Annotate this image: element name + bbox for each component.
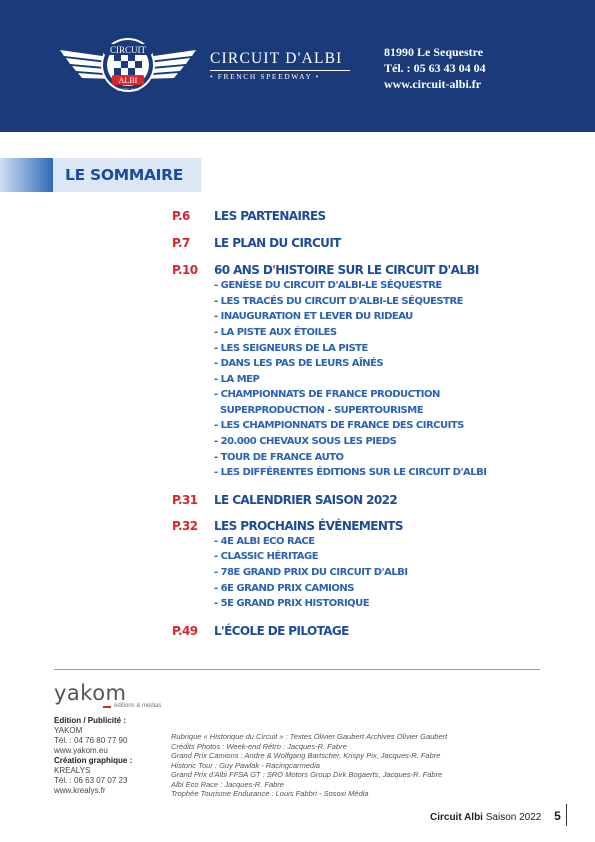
toc-title[interactable]: LE CALENDRIER SAISON 2022 [214, 493, 398, 507]
brand-name: CIRCUIT D'ALBI [210, 50, 343, 67]
yakom-tagline: éditions & médias [114, 703, 162, 709]
yakom-accent [103, 706, 111, 708]
circuit-albi-logo [58, 38, 198, 94]
section-accent [0, 158, 53, 192]
yakom-wordmark: yakom [54, 681, 127, 705]
toc-subitem[interactable]: - 20.000 CHEVAUX SOUS LES PIEDS [214, 436, 397, 447]
yakom-logo [54, 681, 162, 709]
toc-subitem[interactable]: - LES DIFFÉRENTES ÉDITIONS SUR LE CIRCUIT D'ALBI [214, 467, 487, 478]
brand-divider [210, 70, 350, 71]
imprint-block [54, 716, 132, 796]
credit-line: Albi Eco Race : Jacques-R. Fabre [171, 779, 284, 789]
edition-web-link[interactable]: www.yakom.eu [54, 746, 108, 755]
footer-bar [566, 804, 567, 826]
footer-pub-name: Circuit Albi [430, 812, 483, 823]
toc-title[interactable]: LES PROCHAINS ÉVÉNEMENTS [214, 519, 403, 533]
toc-subitem[interactable]: - TOUR DE FRANCE AUTO [214, 452, 344, 463]
toc-subitem[interactable]: - LES CHAMPIONNATS DE FRANCE DES CIRCUITS [214, 420, 464, 431]
footer-season: Saison 2022 [485, 812, 542, 823]
toc-page: P.49 [172, 624, 198, 638]
toc-subitem[interactable]: - 6E GRAND PRIX CAMIONS [214, 583, 354, 594]
design-web-link[interactable]: www.krealys.fr [54, 786, 106, 795]
toc-page: P.32 [172, 519, 198, 533]
design-name: KREALYS [54, 766, 91, 775]
design-label: Création graphique : [54, 756, 133, 765]
toc-subitem[interactable]: - 78E GRAND PRIX DU CIRCUIT D'ALBI [214, 567, 408, 578]
contact-block [384, 44, 486, 92]
toc-subitem[interactable]: - LA PISTE AUX ÉTOILES [214, 327, 337, 338]
edition-name: YAKOM [54, 726, 83, 735]
toc-page: P.10 [172, 263, 198, 277]
page-footer [430, 809, 561, 823]
toc-title[interactable]: L'ÉCOLE DE PILOTAGE [214, 624, 349, 638]
website-link[interactable]: www.circuit-albi.fr [384, 77, 482, 91]
toc-subitem[interactable]: - LA MEP [214, 374, 260, 385]
footer-divider [54, 669, 540, 670]
toc-subitem[interactable]: - 4E ALBI ECO RACE [214, 536, 315, 547]
logo-since-text: SINCE 1962 [116, 87, 140, 92]
edition-phone: Tél. : 04 76 80 77 90 [54, 736, 128, 745]
toc-subitem[interactable]: - DANS LES PAS DE LEURS AÎNÉS [214, 358, 384, 369]
toc-title[interactable]: LE PLAN DU CIRCUIT [214, 236, 341, 250]
credit-line: Historic Tour : Guy Pawlak - Racingcarmedia [171, 760, 320, 770]
credit-line: Grand Prix d'Albi FFSA GT : SRO Motors Group Dirk Bogaerts, Jacques-R. Fabre [171, 770, 443, 779]
toc-subitem[interactable]: - LES SEIGNEURS DE LA PISTE [214, 343, 368, 354]
logo-top-text: CIRCUIT [110, 45, 146, 55]
toc-page: P.6 [172, 209, 190, 223]
brand-block [210, 50, 350, 81]
toc-title[interactable]: 60 ANS D'HISTOIRE SUR LE CIRCUIT D'ALBI [214, 263, 479, 277]
toc-subitem[interactable]: - CHAMPIONNATS DE FRANCE PRODUCTION [214, 389, 440, 400]
toc-subitem[interactable]: SUPERPRODUCTION - SUPERTOURISME [214, 405, 424, 416]
toc-page: P.31 [172, 493, 198, 507]
photo-credits [171, 732, 447, 799]
edition-label: Edition / Publicité : [54, 716, 126, 725]
credit-line: Grand Prix Camions : Andre & Wolfgang Bartscher, Krispy Pix, Jacques-R. Fabre [171, 751, 441, 760]
address: 81990 Le Sequestre [384, 45, 484, 59]
section-title: LE SOMMAIRE [65, 166, 184, 184]
toc-title[interactable]: LES PARTENAIRES [214, 209, 326, 223]
credit-line: Trophée Tourisme Endurance : Louis Fabbri - Sosoxi Média [171, 789, 369, 798]
phone: Tél. : 05 63 43 04 04 [384, 61, 486, 75]
logo-mid-text: ALBI [118, 76, 138, 85]
toc-subitem[interactable]: - GENÈSE DU CIRCUIT D'ALBI-LE SÉQUESTRE [214, 280, 442, 291]
design-phone: Tél. : 06 63 07 07 23 [54, 776, 128, 785]
toc-subitem[interactable]: - LES TRACÉS DU CIRCUIT D'ALBI-LE SÉQUESTRE [214, 296, 463, 307]
toc-subitem[interactable]: - INAUGURATION ET LEVER DU RIDEAU [214, 311, 413, 322]
toc-subitem[interactable]: - 5E GRAND PRIX HISTORIQUE [214, 598, 370, 609]
brand-tagline: • FRENCH SPEEDWAY • [210, 72, 320, 81]
credit-line: Rubrique « Historique du Circuit » : Textes Olivier Gaubert Archives Olivier Gaubert [171, 732, 448, 741]
page-number: 5 [554, 809, 561, 823]
credit-line: Crédits Photos : Week-end Rétro : Jacques-R. Fabre [171, 741, 347, 751]
header-banner [0, 0, 595, 132]
toc-page: P.7 [172, 236, 190, 250]
toc-subitem[interactable]: - CLASSIC HÉRITAGE [214, 551, 319, 562]
